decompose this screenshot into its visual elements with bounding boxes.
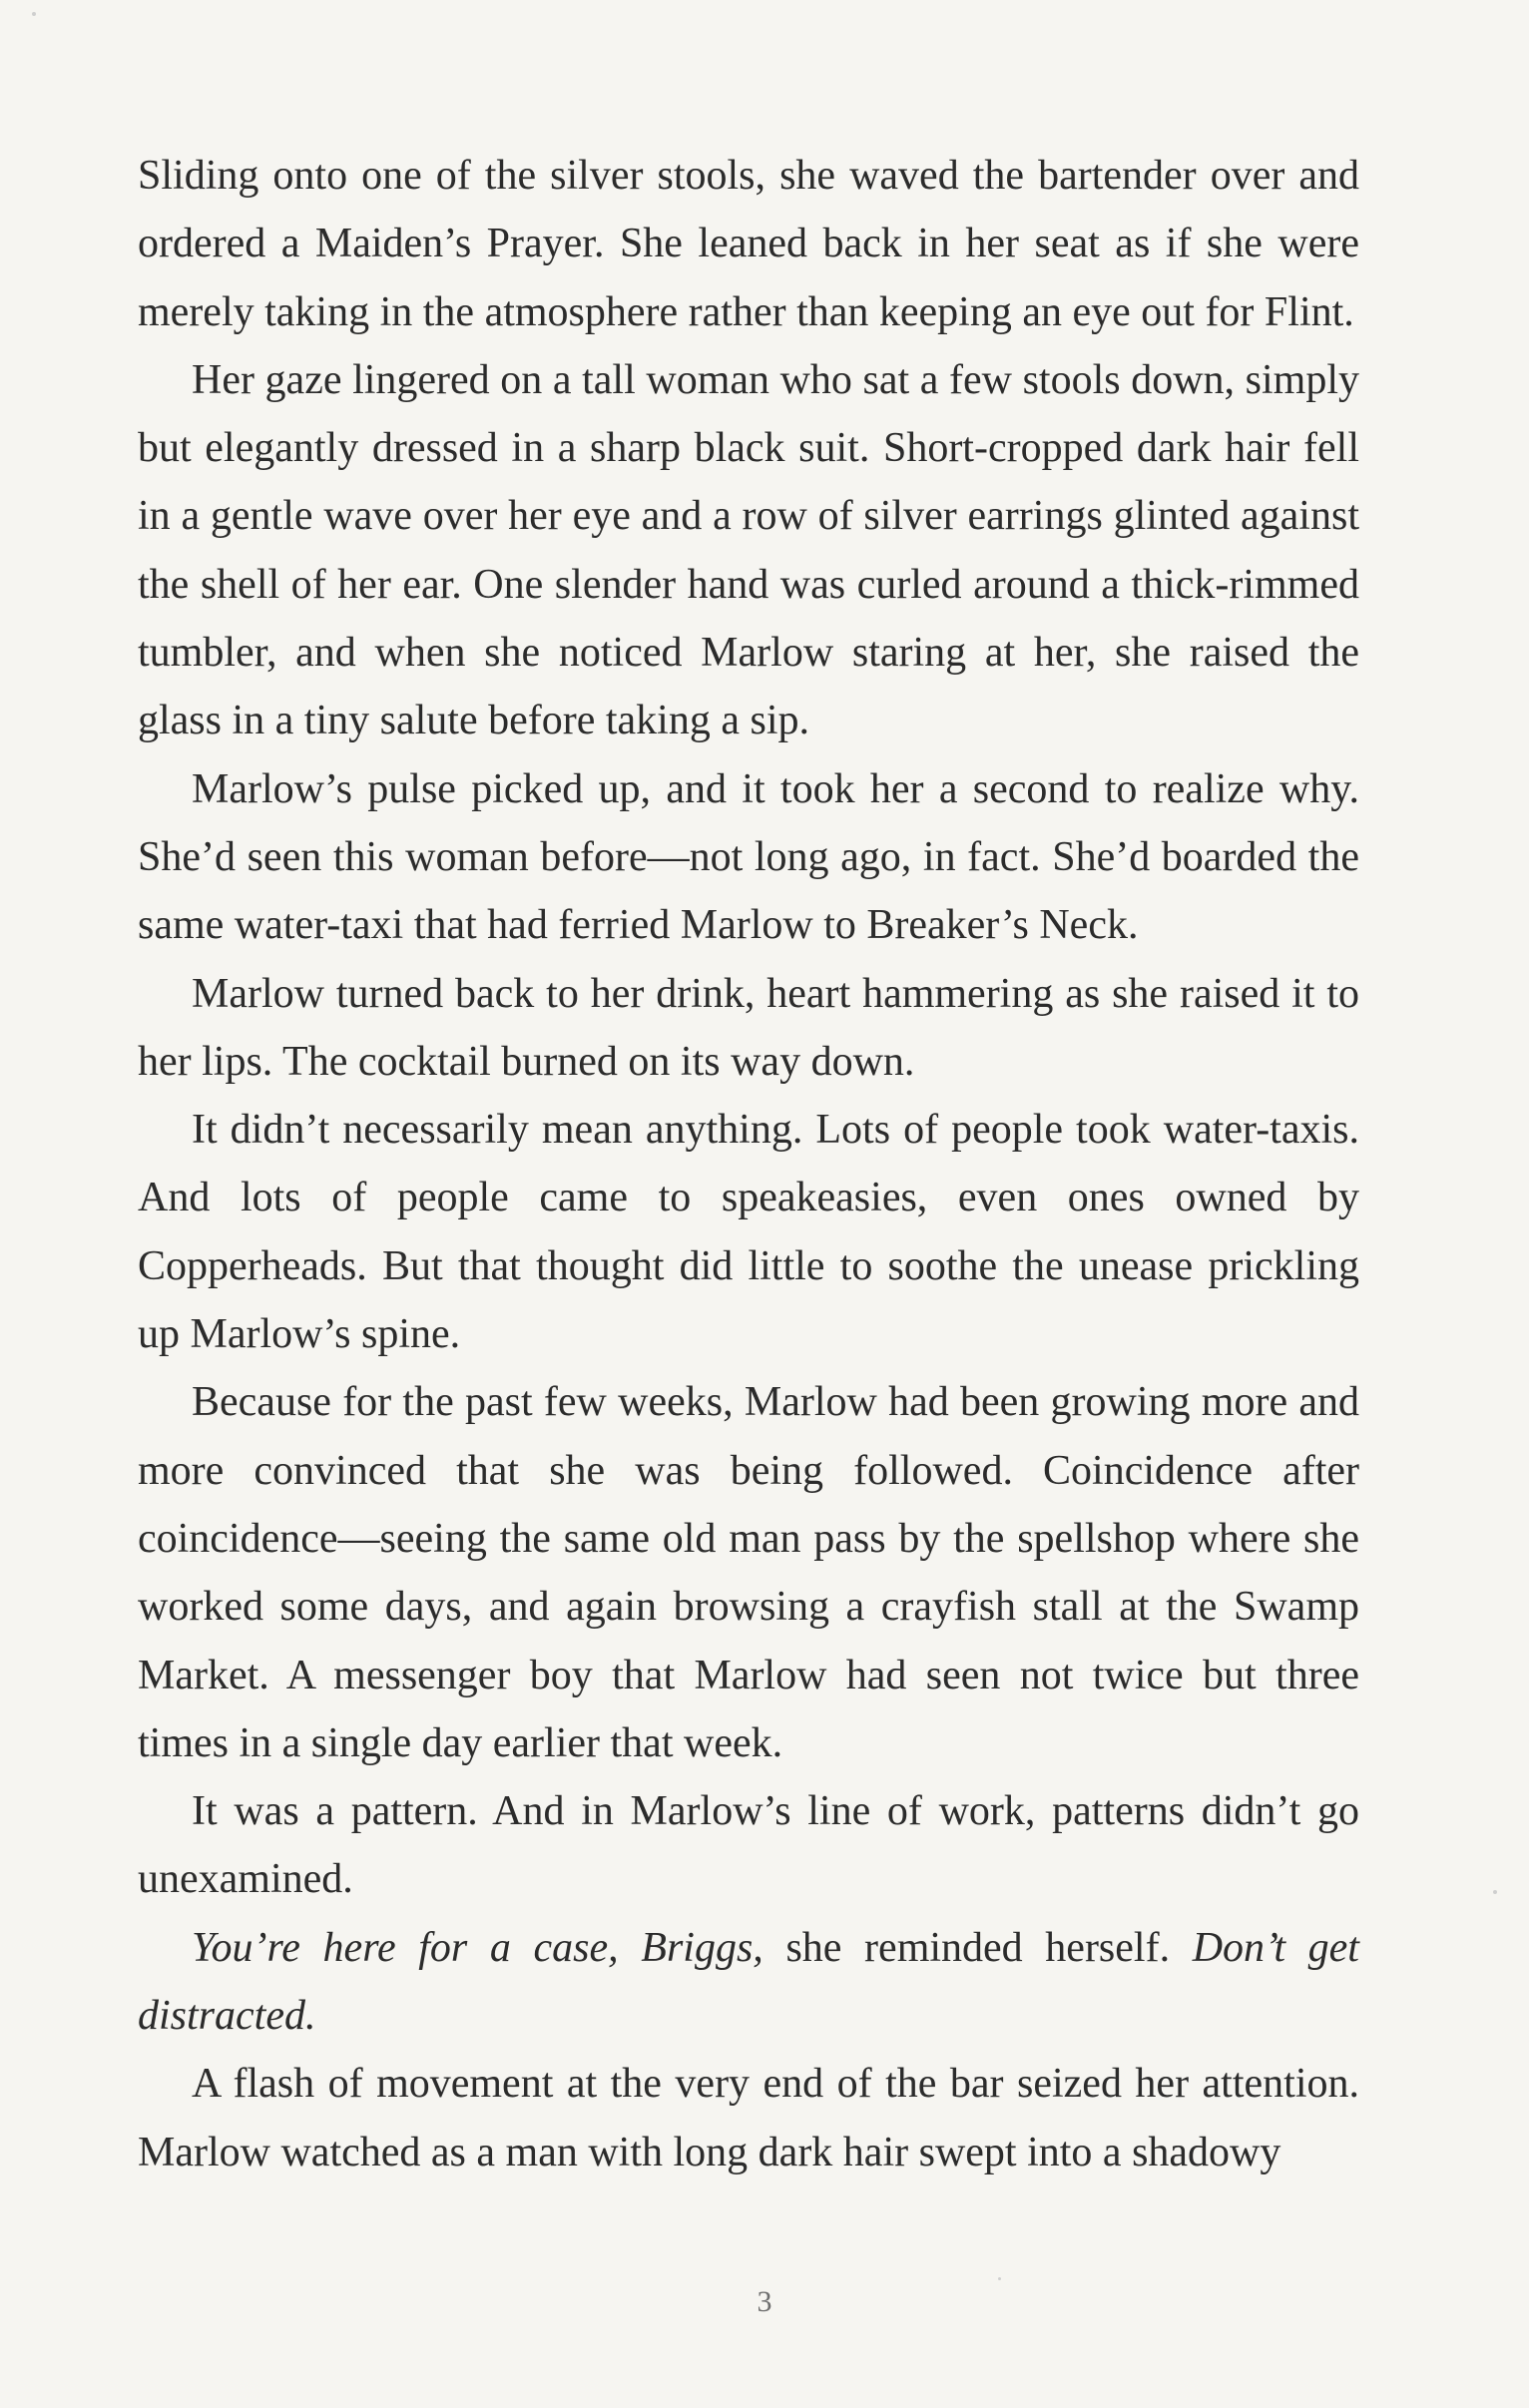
paragraph: Because for the past few weeks, Marlow had been growing more and more convinced that she was being followed. Coincidence after coincidence—seeing the same old man pass by the spellshop where she worked some days, and again browsing a crayfish stall at the Swamp Market. A messenger boy that Marlow had seen not twice but three times in a single day earlier that week.: [138, 1379, 1359, 1766]
paragraph-text: she reminded herself.: [763, 1924, 1193, 1971]
page-number: 3: [757, 2285, 772, 2318]
paragraph-thought: [138, 1914, 1359, 2051]
paragraph: It didn’t necessarily mean anything. Lots of people took water-taxis. And lots of people came to speakeasies, even ones owned by Copperheads. But that thought did little to soothe the unease prickling up Marlow’s spine.: [138, 1107, 1359, 1358]
paragraph: Marlow turned back to her drink, heart hammering as she raised it to her lips. The cocktail burned on its way down.: [138, 970, 1359, 1085]
body-text: [138, 142, 1359, 2186]
italic-thought: Don’t get distracted.: [138, 1924, 1359, 2040]
scan-speck: [32, 12, 36, 16]
italic-thought: You’re here for a case, Briggs,: [192, 1924, 764, 1971]
paragraph: Her gaze lingered on a tall woman who sat a few stools down, simply but elegantly dressed in a sharp black suit. Short-cropped dark hair fell in a gentle wave over her eye and a row of silver earrings glinted against the shell of her ear. One slender hand was curled around a thick-rimmed tumbler, and when she noticed Marlow staring at her, she raised the glass in a tiny salute before taking a sip.: [138, 356, 1359, 744]
paragraph: Sliding onto one of the silver stools, she waved the bartender over and ordered a Maiden’s Prayer. She leaned back in her seat as if she were merely taking in the atmosphere rather than keeping an eye out for Flint.: [138, 153, 1359, 335]
paragraph: Marlow’s pulse picked up, and it took her a second to realize why. She’d seen this woman before—not long ago, in fact. She’d boarded the same water-taxi that had ferried Marlow to Breaker’s Neck.: [138, 765, 1359, 949]
paragraph: A flash of movement at the very end of the bar seized her attention. Marlow watched as a man with long dark hair swept into a shadowy: [138, 2061, 1359, 2175]
scan-speck: [1493, 1890, 1497, 1894]
scan-speck: [998, 2277, 1001, 2280]
paragraph: It was a pattern. And in Marlow’s line of work, patterns didn’t go unexamined.: [138, 1788, 1359, 1903]
